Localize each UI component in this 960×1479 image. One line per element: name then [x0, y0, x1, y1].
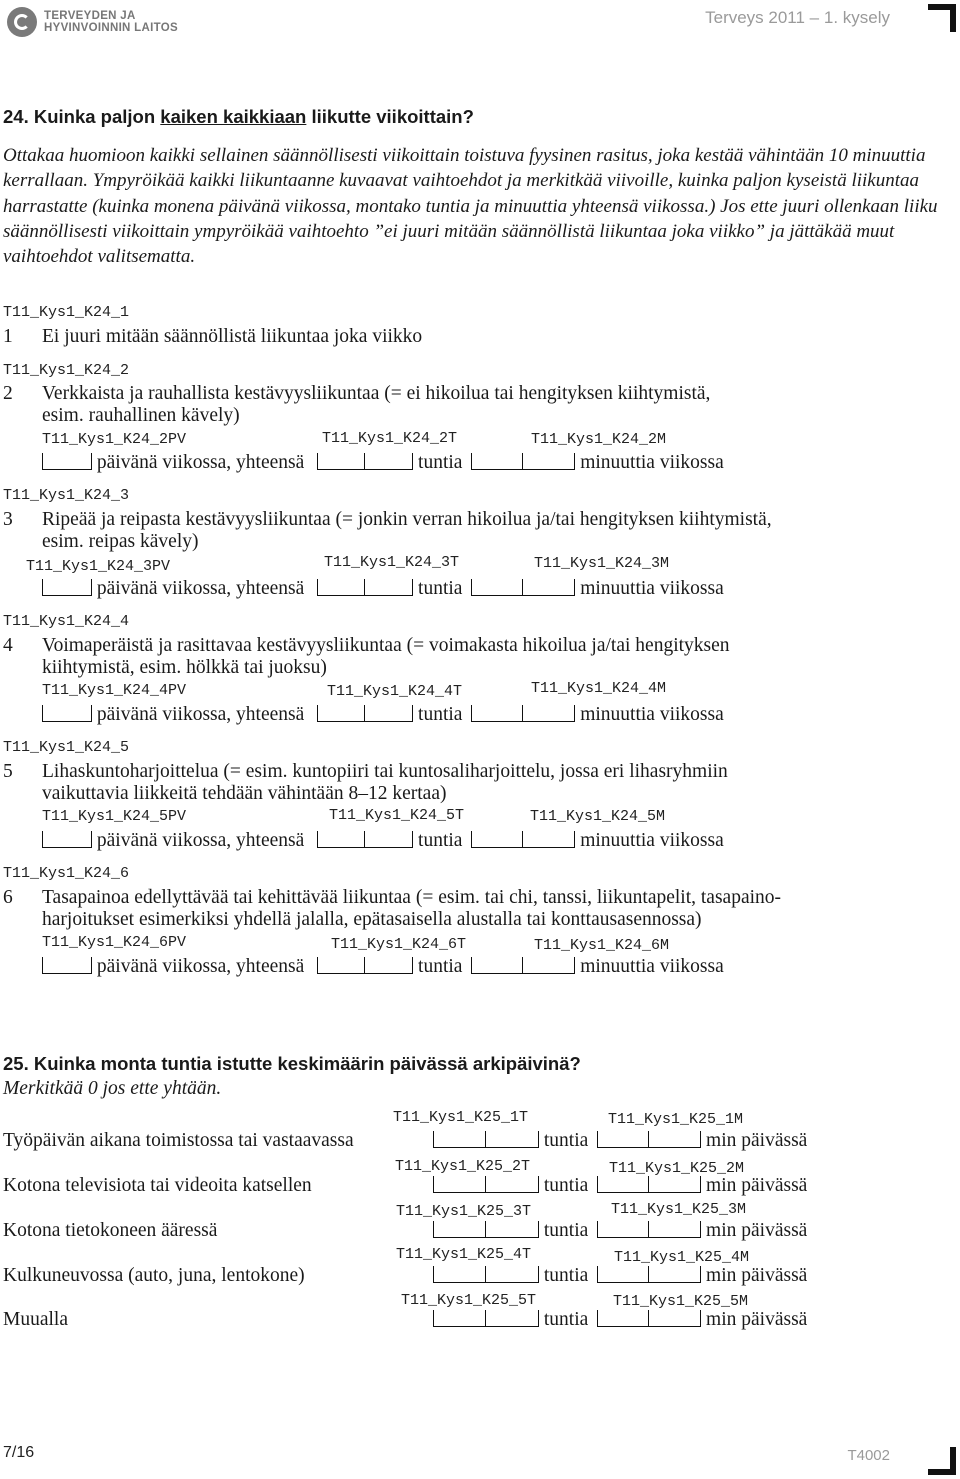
minutes-field-digit-2[interactable] [649, 1266, 701, 1283]
logo-icon [7, 7, 37, 37]
variable-code: T11_Kys1_K24_5T [329, 807, 465, 824]
variable-code: T11_Kys1_K25_3M [611, 1201, 747, 1218]
sitting-row-label: Muualla [3, 1309, 68, 1330]
hours-field-digit-1[interactable] [433, 1266, 486, 1283]
variable-code: T11_Kys1_K24_4T [327, 683, 463, 700]
variable-code: T11_Kys1_K24_6 [3, 865, 130, 882]
variable-code: T11_Kys1_K24_5 [3, 739, 130, 756]
option-3-label: Ripeää ja reipasta kestävyysliikuntaa (= jonkin verran hikoilua ja/tai hengityksen kiihtymistä, [42, 509, 772, 530]
option-2-label-cont: esim. rauhallinen kävely) [42, 405, 240, 426]
hours-field-digit-2[interactable] [486, 1266, 539, 1283]
option-5-number[interactable]: 5 [3, 761, 13, 782]
variable-code: T11_Kys1_K25_4M [614, 1249, 750, 1266]
sitting-row-entry: tuntia min päivässä [433, 1220, 807, 1242]
minutes-field-digit-1[interactable] [597, 1176, 649, 1193]
question-24-emphasis: kaiken kaikkiaan [160, 106, 307, 127]
variable-code: T11_Kys1_K24_2PV [42, 431, 187, 448]
institute-logo [7, 6, 178, 36]
minutes-field-digit-1[interactable] [597, 1310, 649, 1327]
sitting-row-label: Kotona televisiota tai videoita katsellen [3, 1175, 312, 1196]
corner-mark-bottom [928, 1447, 956, 1475]
variable-code: T11_Kys1_K24_6M [534, 937, 670, 954]
minutes-field-digit-2[interactable] [649, 1131, 701, 1148]
variable-code: T11_Kys1_K24_6PV [42, 934, 187, 951]
variable-code: T11_Kys1_K24_5PV [42, 808, 187, 825]
hours-field-digit-2[interactable] [365, 579, 413, 596]
corner-mark-top [928, 4, 956, 32]
days-field[interactable] [42, 957, 92, 974]
sitting-row-entry: tuntia min päivässä [433, 1130, 807, 1152]
minutes-field-digit-1[interactable] [471, 579, 523, 596]
option-4-entry-row: päivänä viikossa, yhteensä tuntia minuuttia viikossa [42, 704, 724, 726]
survey-title: Terveys 2011 – 1. kysely [705, 8, 890, 27]
sitting-row-entry: tuntia min päivässä [433, 1265, 807, 1287]
form-code: T4002 [847, 1447, 890, 1464]
variable-code: T11_Kys1_K24_6T [331, 936, 467, 953]
option-3-entry-row: päivänä viikossa, yhteensä tuntia minuuttia viikossa [42, 578, 724, 600]
minutes-field-digit-2[interactable] [523, 453, 575, 470]
option-5-label-cont: vaikuttavia liikkeitä tehdään vähintään 8–12 kertaa) [42, 783, 447, 804]
variable-code: T11_Kys1_K24_2 [3, 362, 130, 379]
option-6-label: Tasapainoa edellyttävää tai kehittävää liikuntaa (= esim. tai chi, tanssi, liikuntapelit, tasapaino- [42, 887, 782, 908]
option-2-number[interactable]: 2 [3, 383, 13, 404]
minutes-field-digit-1[interactable] [471, 957, 523, 974]
sitting-row-label: Työpäivän aikana toimistossa tai vastaavassa [3, 1130, 354, 1151]
hours-field-digit-1[interactable] [317, 453, 365, 470]
minutes-field-digit-2[interactable] [649, 1176, 701, 1193]
sitting-row-entry: tuntia min päivässä [433, 1175, 807, 1197]
variable-code: T11_Kys1_K24_3PV [26, 558, 171, 575]
hours-field-digit-1[interactable] [317, 957, 365, 974]
variable-code: T11_Kys1_K24_3M [534, 555, 670, 572]
hours-field-digit-2[interactable] [365, 453, 413, 470]
question-24-title: 24. Kuinka paljon kaiken kaikkiaan liikutte viikoittain? [3, 106, 474, 127]
option-6-label-cont: harjoitukset esimerkiksi yhdellä jalalla, epätasaisella alustalla tai konttausasennossa) [42, 909, 702, 930]
variable-code: T11_Kys1_K25_4T [396, 1246, 532, 1263]
option-2-label: Verkkaista ja rauhallista kestävyysliikuntaa (= ei hikoilua tai hengityksen kiihtymistä, [42, 383, 711, 404]
variable-code: T11_Kys1_K24_4M [531, 680, 667, 697]
logo-line-2: HYVINVOINNIN LAITOS [44, 22, 178, 34]
option-5-entry-row: päivänä viikossa, yhteensä tuntia minuuttia viikossa [42, 830, 724, 852]
days-field[interactable] [42, 579, 92, 596]
variable-code: T11_Kys1_K25_2M [609, 1160, 745, 1177]
hours-field-digit-2[interactable] [486, 1310, 539, 1327]
hours-field-digit-2[interactable] [365, 705, 413, 722]
variable-code: T11_Kys1_K24_3 [3, 487, 130, 504]
minutes-field-digit-1[interactable] [471, 453, 523, 470]
minutes-field-digit-2[interactable] [649, 1310, 701, 1327]
question-25-subtitle: Merkitkää 0 jos ette yhtään. [3, 1078, 222, 1099]
option-3-number[interactable]: 3 [3, 509, 13, 530]
minutes-field-digit-1[interactable] [597, 1131, 649, 1148]
minutes-field-digit-2[interactable] [523, 705, 575, 722]
minutes-field-digit-1[interactable] [597, 1266, 649, 1283]
variable-code: T11_Kys1_K25_5T [401, 1292, 537, 1309]
variable-code: T11_Kys1_K25_1M [608, 1111, 744, 1128]
hours-field-digit-2[interactable] [486, 1221, 539, 1238]
hours-field-digit-1[interactable] [317, 831, 365, 848]
hours-field-digit-1[interactable] [433, 1131, 486, 1148]
variable-code: T11_Kys1_K24_2M [531, 431, 667, 448]
minutes-field-digit-2[interactable] [523, 831, 575, 848]
question-24-instructions: Ottakaa huomioon kaikki sellainen säännöllisesti viikoittain toistuva fyysinen rasitus, joka kestää vähintään 10 minuuttia kerrallaan. Ympyröikää kaikki liikuntaanne kuvaavat vaihtoehdot ja merkitkää viivoille, kuinka paljon kyseistä liikuntaa harrastatte (kuinka monena päivänä viikossa, montako tuntia ja minuuttia yhteensä viikossa.) Jos ette juuri ollenkaan liiku säännöllisesti viikoittain ympyröikää vaihtoehto ”ei juuri mitään säännöllistä liikuntaa joka viikko” ja jättäkää muut vaihtoehdot valitsematta. [3, 145, 938, 268]
option-1-number[interactable]: 1 [3, 326, 13, 347]
variable-code: T11_Kys1_K25_1T [393, 1109, 529, 1126]
option-4-number[interactable]: 4 [3, 635, 13, 656]
hours-field-digit-1[interactable] [433, 1221, 486, 1238]
minutes-field-digit-2[interactable] [523, 579, 575, 596]
minutes-field-digit-2[interactable] [523, 957, 575, 974]
days-field[interactable] [42, 705, 92, 722]
variable-code: T11_Kys1_K24_1 [3, 304, 130, 321]
variable-code: T11_Kys1_K25_2T [395, 1158, 531, 1175]
variable-code: T11_Kys1_K25_3T [396, 1203, 532, 1220]
option-4-label: Voimaperäistä ja rasittavaa kestävyysliikuntaa (= voimakasta hikoilua ja/tai hengityksen [42, 635, 730, 656]
sitting-row-entry: tuntia min päivässä [433, 1309, 807, 1331]
hours-field-digit-1[interactable] [317, 579, 365, 596]
hours-field-digit-1[interactable] [317, 705, 365, 722]
sitting-row-label: Kulkuneuvossa (auto, juna, lentokone) [3, 1265, 305, 1286]
variable-code: T11_Kys1_K24_3T [324, 554, 460, 571]
question-25-title: 25. Kuinka monta tuntia istutte keskimäärin päivässä arkipäivinä? [3, 1053, 581, 1074]
variable-code: T11_Kys1_K24_4PV [42, 682, 187, 699]
option-3-label-cont: esim. reipas kävely) [42, 531, 199, 552]
logo-line-1: TERVEYDEN JA [44, 10, 136, 22]
days-field[interactable] [42, 453, 92, 470]
option-5-label: Lihaskuntoharjoittelua (= esim. kuntopiiri tai kuntosaliharjoittelu, jossa eri lihasryhmiin [42, 761, 728, 782]
option-6-entry-row: päivänä viikossa, yhteensä tuntia minuuttia viikossa [42, 956, 724, 978]
minutes-field-digit-2[interactable] [649, 1221, 701, 1238]
days-field[interactable] [42, 831, 92, 848]
page-number: 7/16 [3, 1444, 35, 1461]
hours-field-digit-1[interactable] [433, 1310, 486, 1327]
hours-field-digit-2[interactable] [365, 831, 413, 848]
minutes-field-digit-1[interactable] [597, 1221, 649, 1238]
option-6-number[interactable]: 6 [3, 887, 13, 908]
option-4-label-cont: kiihtymistä, esim. hölkkä tai juoksu) [42, 657, 327, 678]
variable-code: T11_Kys1_K24_4 [3, 613, 130, 630]
option-2-entry-row: päivänä viikossa, yhteensä tuntia minuuttia viikossa [42, 452, 724, 474]
variable-code: T11_Kys1_K24_5M [530, 808, 666, 825]
variable-code: T11_Kys1_K25_5M [613, 1293, 749, 1310]
hours-field-digit-2[interactable] [365, 957, 413, 974]
minutes-field-digit-1[interactable] [471, 705, 523, 722]
hours-field-digit-2[interactable] [486, 1176, 539, 1193]
hours-field-digit-2[interactable] [486, 1131, 539, 1148]
hours-field-digit-1[interactable] [433, 1176, 486, 1193]
minutes-field-digit-1[interactable] [471, 831, 523, 848]
option-1-label: Ei juuri mitään säännöllistä liikuntaa joka viikko [42, 326, 423, 347]
sitting-row-label: Kotona tietokoneen ääressä [3, 1220, 218, 1241]
variable-code: T11_Kys1_K24_2T [322, 430, 458, 447]
